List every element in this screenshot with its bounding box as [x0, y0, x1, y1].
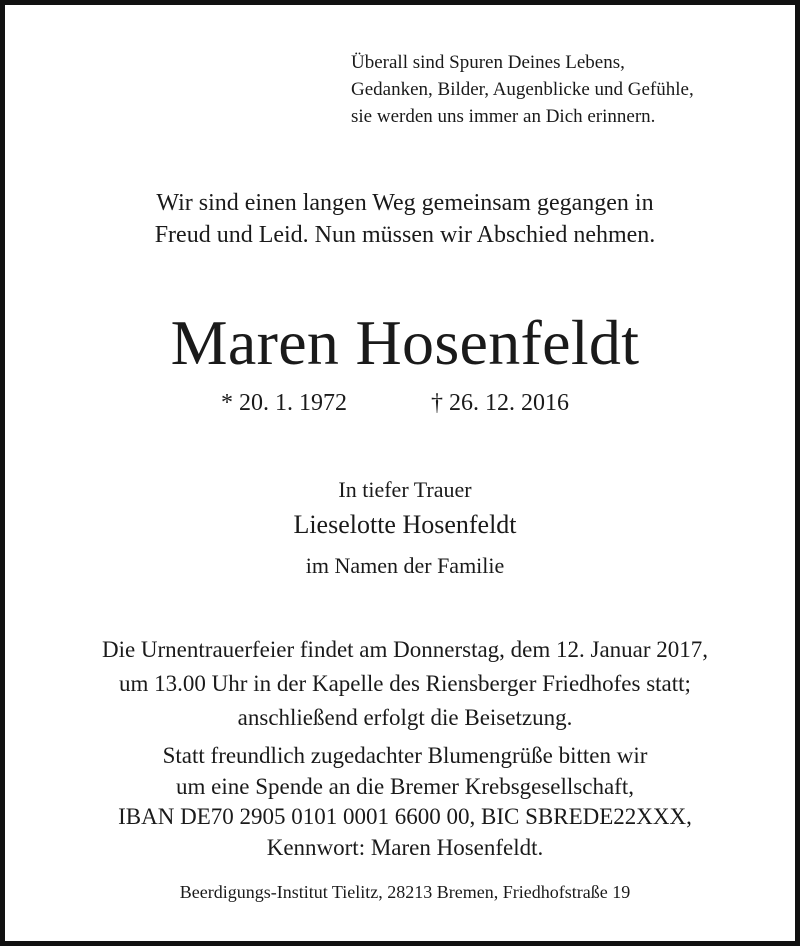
poem-line: Gedanken, Bilder, Augenblicke und Gefühle, [351, 79, 694, 100]
service-details [5, 633, 800, 735]
intro-line: Wir sind einen langen Weg gemeinsam gegangen in [156, 190, 654, 216]
mourner-name: Lieselotte Hosenfeldt [293, 510, 517, 539]
donation-request [5, 741, 800, 863]
poem-line: sie werden uns immer an Dich erinnern. [351, 106, 656, 127]
service-line: Die Urnentrauerfeier findet am Donnerstag, dem 12. Januar 2017, [101, 637, 709, 662]
funeral-home-footer: Beerdigungs-Institut Tielitz, 28213 Bremen, Friedhofstraße 19 [179, 882, 631, 902]
service-line: anschließend erfolgt die Beisetzung. [237, 705, 573, 730]
donation-line: Statt freundlich zugedachter Blumengrüße bitten wir [162, 743, 648, 768]
mourning-line: In tiefer Trauer [338, 477, 472, 502]
donation-bank-details: IBAN DE70 2905 0101 0001 6600 00, BIC SBREDE22XXX, [118, 804, 692, 829]
poem-quote [351, 49, 694, 130]
birth-date: * 20. 1. 1972 [221, 390, 347, 416]
death-date: † 26. 12. 2016 [431, 390, 569, 416]
on-behalf-line: im Namen der Familie [305, 553, 505, 578]
donation-line: Kennwort: Maren Hosenfeldt. [266, 834, 544, 860]
donation-line: um eine Spende an die Bremer Krebsgesellschaft, [176, 773, 634, 799]
intro-line: Freud und Leid. Nun müssen wir Abschied nehmen. [154, 222, 656, 248]
poem-line: Überall sind Spuren Deines Lebens, [351, 52, 625, 73]
service-line: um 13.00 Uhr in der Kapelle des Riensberger Friedhofes statt; [119, 671, 691, 696]
intro-text [5, 187, 800, 251]
deceased-name: Maren Hosenfeldt [170, 307, 640, 378]
